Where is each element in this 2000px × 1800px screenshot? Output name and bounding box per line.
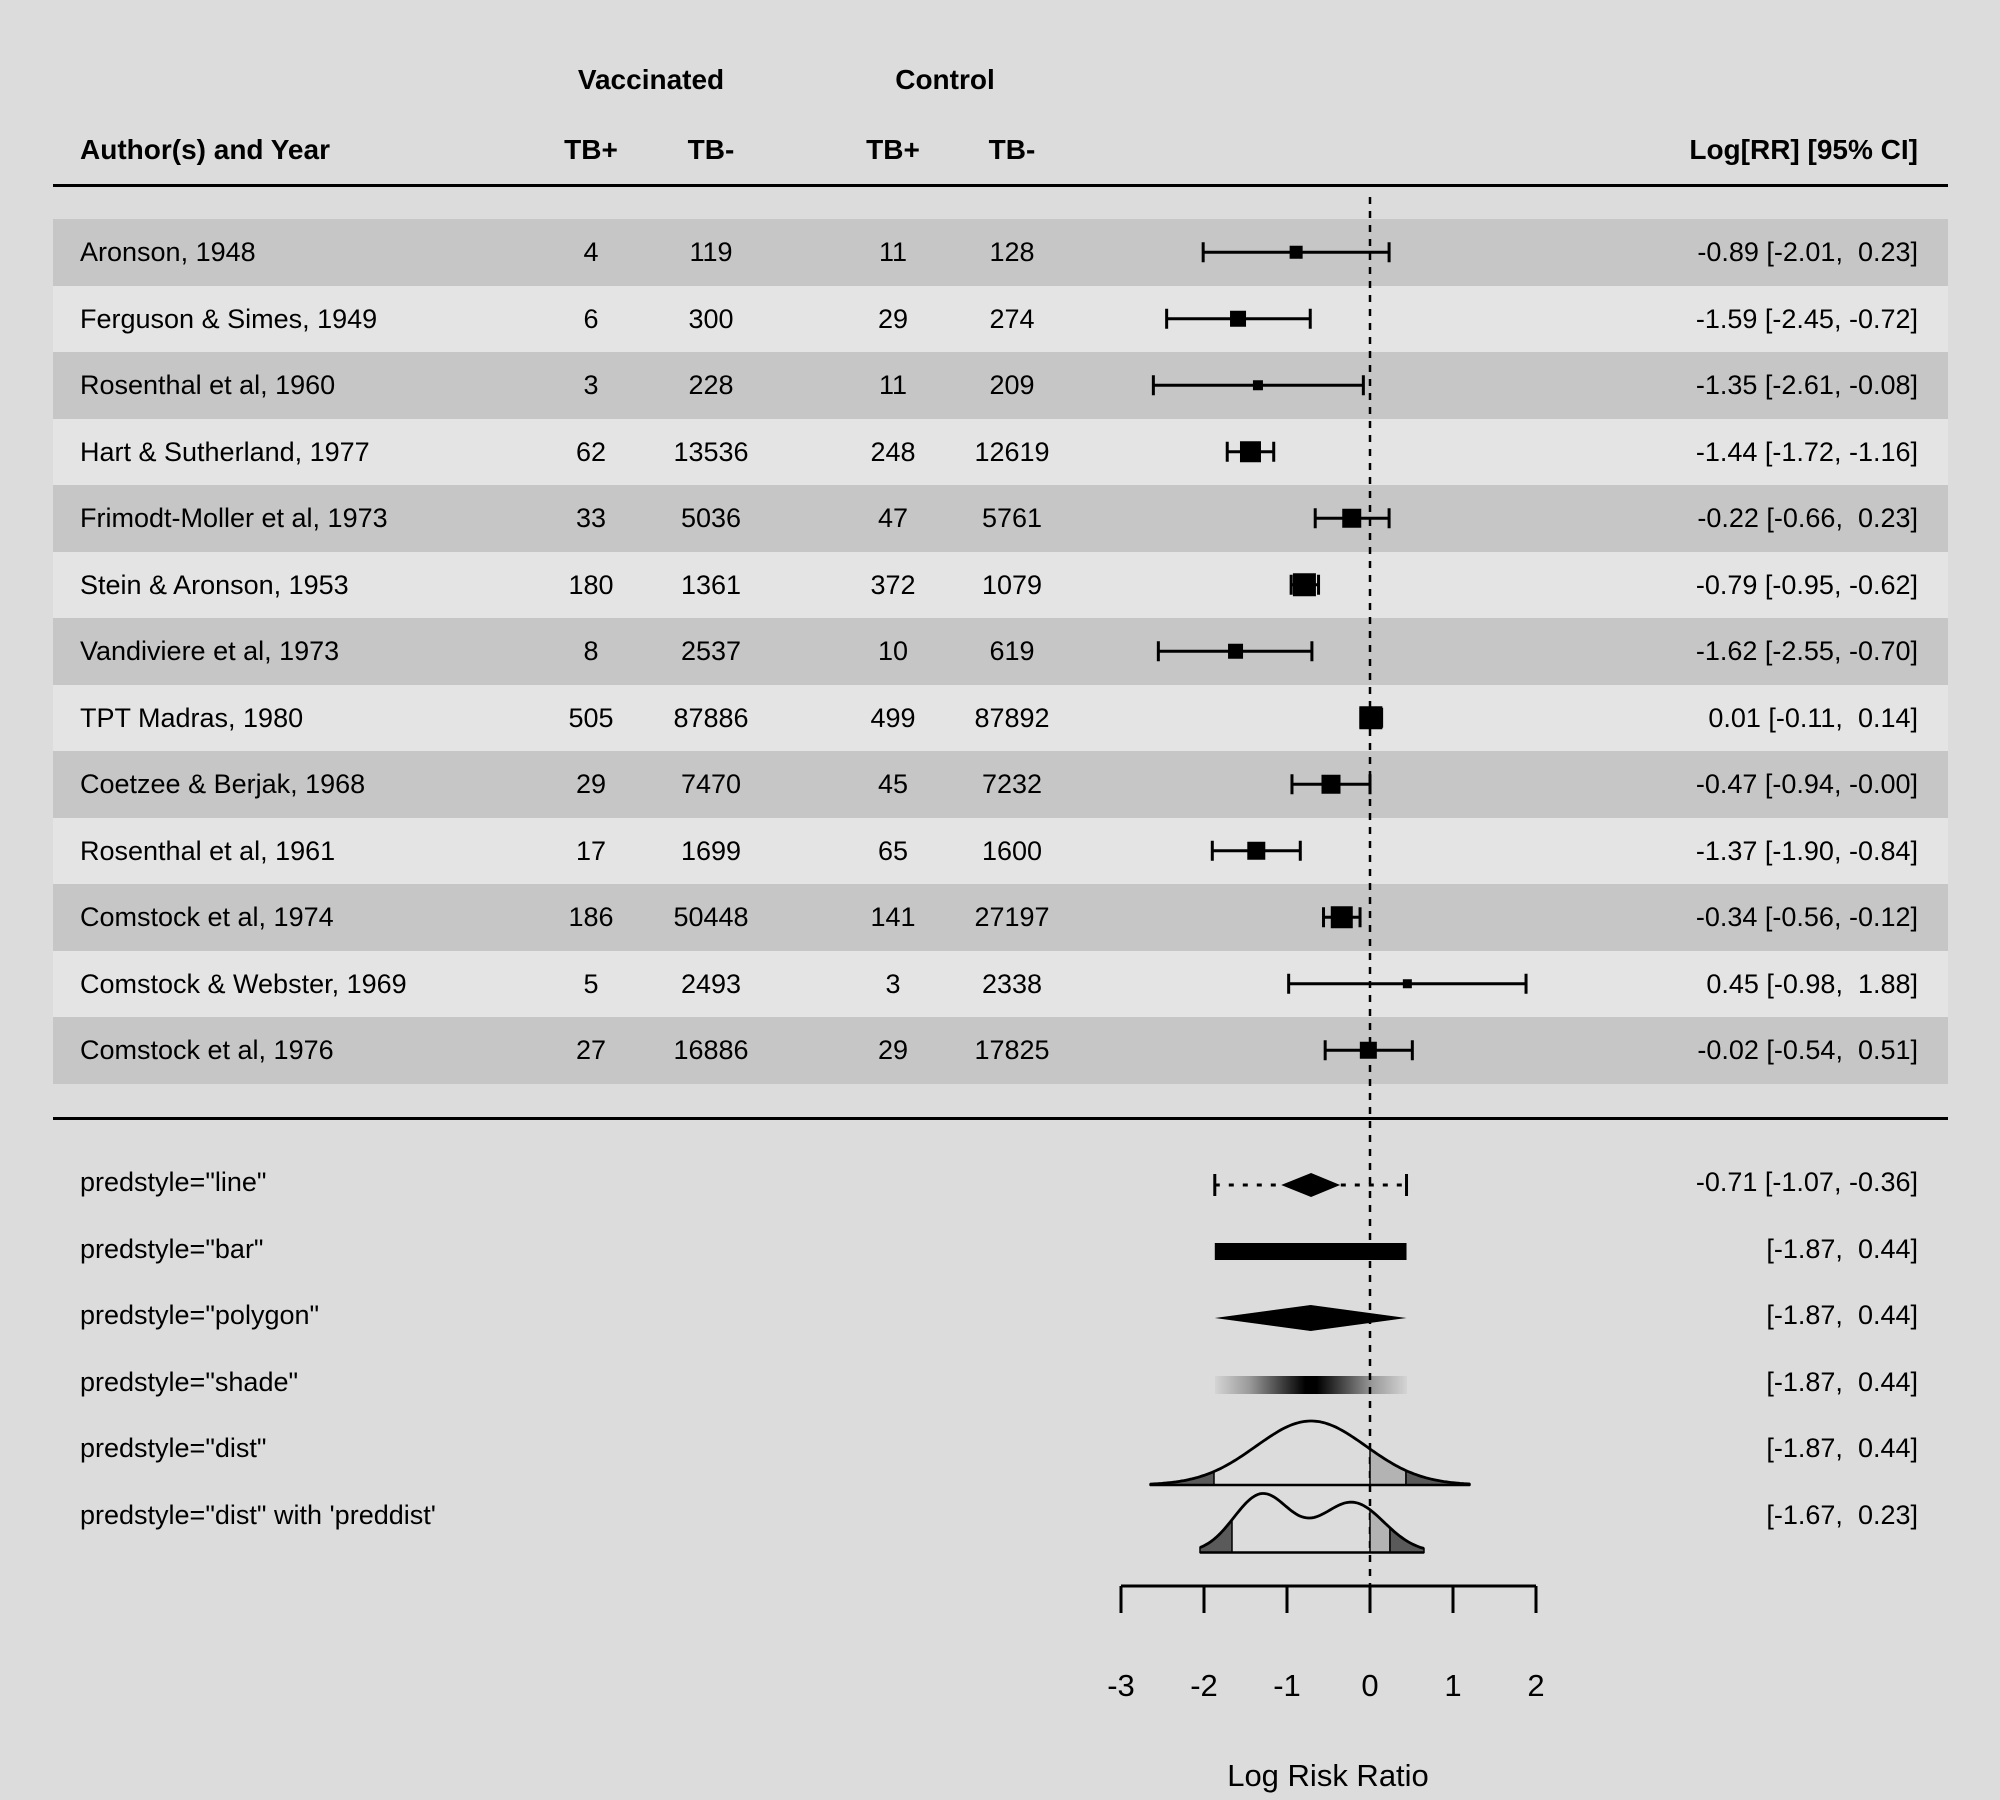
prediction-row-value: [-1.87, 0.44] xyxy=(1766,1366,1918,1397)
study-tpos: 5 xyxy=(583,968,599,999)
study-author: TPT Madras, 1980 xyxy=(80,702,304,733)
study-effect-label: -0.34 [-0.56, -0.12] xyxy=(1695,902,1918,932)
prediction-row-label: predstyle="dist" xyxy=(80,1433,267,1463)
study-row xyxy=(53,1017,1948,1084)
study-tpos: 29 xyxy=(575,769,607,799)
study-cneg: 27197 xyxy=(974,902,1050,932)
study-tneg: 1699 xyxy=(680,835,742,866)
axis-title: Log Risk Ratio xyxy=(1227,1758,1429,1793)
study-tpos: 17 xyxy=(575,835,607,866)
summary-separator xyxy=(53,1117,1948,1120)
study-tneg: 5036 xyxy=(680,503,742,533)
study-tpos: 180 xyxy=(568,569,614,600)
study-cpos: 141 xyxy=(870,902,916,932)
study-effect-label: -1.59 [-2.45, -0.72] xyxy=(1695,303,1918,334)
study-row xyxy=(53,618,1948,685)
study-row xyxy=(53,884,1948,951)
study-cneg: 17825 xyxy=(974,1035,1050,1065)
study-author: Stein & Aronson, 1953 xyxy=(80,569,349,600)
study-tpos: 4 xyxy=(583,237,599,267)
prediction-preddist-curve xyxy=(1200,1494,1424,1549)
prediction-bar xyxy=(1215,1243,1407,1260)
prediction-preddist-zero-region xyxy=(1370,1510,1390,1553)
prediction-row-value: [-1.87, 0.44] xyxy=(1766,1300,1918,1330)
study-tneg: 7470 xyxy=(680,769,742,799)
study-tneg: 2537 xyxy=(680,636,742,666)
study-row xyxy=(53,419,1948,486)
study-effect-label: -0.89 [-2.01, 0.23] xyxy=(1697,237,1918,267)
study-tpos: 505 xyxy=(568,702,614,733)
axis-tick-label: -3 xyxy=(1107,1668,1135,1703)
header-effect-col: Log[RR] [95% CI] xyxy=(1689,134,1918,165)
study-tneg: 300 xyxy=(688,303,734,334)
prediction-row-label: predstyle="bar" xyxy=(80,1233,264,1264)
study-author: Ferguson & Simes, 1949 xyxy=(80,303,378,334)
study-row xyxy=(53,751,1948,818)
study-tpos: 27 xyxy=(575,1035,607,1065)
axis-tick-label: -1 xyxy=(1273,1668,1301,1703)
header-tbneg-vaccinated: TB- xyxy=(687,134,735,165)
study-row xyxy=(53,818,1948,885)
summary-diamond xyxy=(1281,1173,1340,1197)
study-cneg: 12619 xyxy=(974,436,1050,467)
study-author: Vandiviere et al, 1973 xyxy=(80,636,340,666)
axis-tick-label: -2 xyxy=(1190,1668,1218,1703)
study-tpos: 3 xyxy=(583,370,599,400)
prediction-row-label: predstyle="polygon" xyxy=(80,1300,320,1330)
study-author: Coetzee & Berjak, 1968 xyxy=(80,769,366,799)
study-tpos: 186 xyxy=(568,902,614,932)
study-cpos: 11 xyxy=(878,370,908,400)
study-cneg: 1600 xyxy=(981,835,1043,866)
header-separator xyxy=(53,184,1948,187)
study-tneg: 13536 xyxy=(673,436,749,467)
study-tneg: 228 xyxy=(688,370,734,400)
study-row xyxy=(53,286,1948,353)
study-effect-label: -1.37 [-1.90, -0.84] xyxy=(1695,835,1918,866)
study-author: Frimodt-Moller et al, 1973 xyxy=(80,503,388,533)
prediction-preddist-tail-left xyxy=(1200,1520,1232,1553)
study-tpos: 33 xyxy=(575,503,607,533)
study-cpos: 65 xyxy=(877,835,909,866)
study-cneg: 128 xyxy=(989,237,1035,267)
prediction-row-value: [-1.87, 0.44] xyxy=(1766,1233,1918,1264)
study-cneg: 1079 xyxy=(981,569,1043,600)
study-tpos: 8 xyxy=(583,636,599,666)
study-cpos: 10 xyxy=(877,636,909,666)
study-cpos: 45 xyxy=(877,769,909,799)
study-row xyxy=(53,552,1948,619)
study-tneg: 87886 xyxy=(673,702,749,733)
header-tbpos-vaccinated: TB+ xyxy=(564,134,618,165)
study-cpos: 29 xyxy=(877,303,909,334)
study-effect-label: -1.35 [-2.61, -0.08] xyxy=(1695,370,1918,400)
prediction-row-label: predstyle="shade" xyxy=(80,1366,299,1397)
header-author-col: Author(s) and Year xyxy=(80,134,330,165)
study-author: Rosenthal et al, 1960 xyxy=(80,370,336,400)
study-author: Hart & Sutherland, 1977 xyxy=(80,436,370,467)
study-cpos: 11 xyxy=(878,237,908,267)
study-tneg: 1361 xyxy=(680,569,742,600)
prediction-row-value: -0.71 [-1.07, -0.36] xyxy=(1695,1167,1918,1197)
axis-tick-label: 1 xyxy=(1444,1668,1462,1703)
header-tbneg-control: TB- xyxy=(988,134,1036,165)
study-cneg: 619 xyxy=(989,636,1035,666)
study-author: Aronson, 1948 xyxy=(80,237,256,267)
study-cpos: 499 xyxy=(870,702,916,733)
study-cpos: 47 xyxy=(877,503,909,533)
header-tbpos-control: TB+ xyxy=(866,134,920,165)
prediction-preddist-tail-right xyxy=(1390,1528,1424,1553)
prediction-dist-curve xyxy=(1150,1421,1470,1484)
study-tneg: 16886 xyxy=(673,1035,749,1065)
study-effect-label: -0.79 [-0.95, -0.62] xyxy=(1695,569,1918,600)
study-row xyxy=(53,685,1948,752)
study-cneg: 87892 xyxy=(974,702,1050,733)
study-effect-label: -0.02 [-0.54, 0.51] xyxy=(1697,1035,1918,1065)
study-author: Comstock & Webster, 1969 xyxy=(80,968,407,999)
study-tneg: 50448 xyxy=(673,902,749,932)
study-row xyxy=(53,485,1948,552)
study-author: Comstock et al, 1976 xyxy=(80,1035,334,1065)
prediction-row-value: [-1.87, 0.44] xyxy=(1766,1433,1918,1463)
header-group-vaccinated: Vaccinated xyxy=(577,64,725,95)
study-cpos: 372 xyxy=(870,569,916,600)
header-group-control: Control xyxy=(895,64,995,95)
study-row xyxy=(53,951,1948,1018)
study-effect-label: 0.45 [-0.98, 1.88] xyxy=(1698,968,1918,999)
study-cpos: 29 xyxy=(877,1035,909,1065)
study-cneg: 274 xyxy=(989,303,1035,334)
study-tneg: 119 xyxy=(689,237,733,267)
axis-tick-label: 0 xyxy=(1361,1668,1379,1703)
study-cpos: 248 xyxy=(870,436,916,467)
prediction-polygon xyxy=(1215,1305,1407,1331)
study-author: Rosenthal et al, 1961 xyxy=(80,835,336,866)
study-effect-label: -1.44 [-1.72, -1.16] xyxy=(1695,436,1918,467)
study-row xyxy=(53,219,1948,286)
study-effect-label: 0.01 [-0.11, 0.14] xyxy=(1700,702,1918,733)
study-cpos: 3 xyxy=(885,968,901,999)
prediction-row-label: predstyle="line" xyxy=(80,1167,267,1197)
study-effect-label: -0.47 [-0.94, -0.00] xyxy=(1695,769,1918,799)
study-tneg: 2493 xyxy=(680,968,742,999)
prediction-row-label: predstyle="dist" with 'preddist' xyxy=(80,1499,436,1530)
prediction-shade xyxy=(1215,1376,1407,1394)
study-tpos: 62 xyxy=(575,436,607,467)
axis-tick-label: 2 xyxy=(1527,1668,1545,1703)
study-tpos: 6 xyxy=(583,303,599,334)
study-author: Comstock et al, 1974 xyxy=(80,902,334,932)
study-cneg: 7232 xyxy=(981,769,1043,799)
study-effect-label: -1.62 [-2.55, -0.70] xyxy=(1695,636,1918,666)
study-cneg: 2338 xyxy=(981,968,1043,999)
study-effect-label: -0.22 [-0.66, 0.23] xyxy=(1697,503,1918,533)
study-cneg: 5761 xyxy=(981,503,1043,533)
study-cneg: 209 xyxy=(989,370,1035,400)
prediction-row-value: [-1.67, 0.23] xyxy=(1766,1499,1918,1530)
prediction-dist-zero-region xyxy=(1370,1449,1406,1485)
prediction-dist-tail-right xyxy=(1406,1471,1470,1485)
study-row xyxy=(53,352,1948,419)
prediction-dist-tail-left xyxy=(1150,1472,1214,1486)
